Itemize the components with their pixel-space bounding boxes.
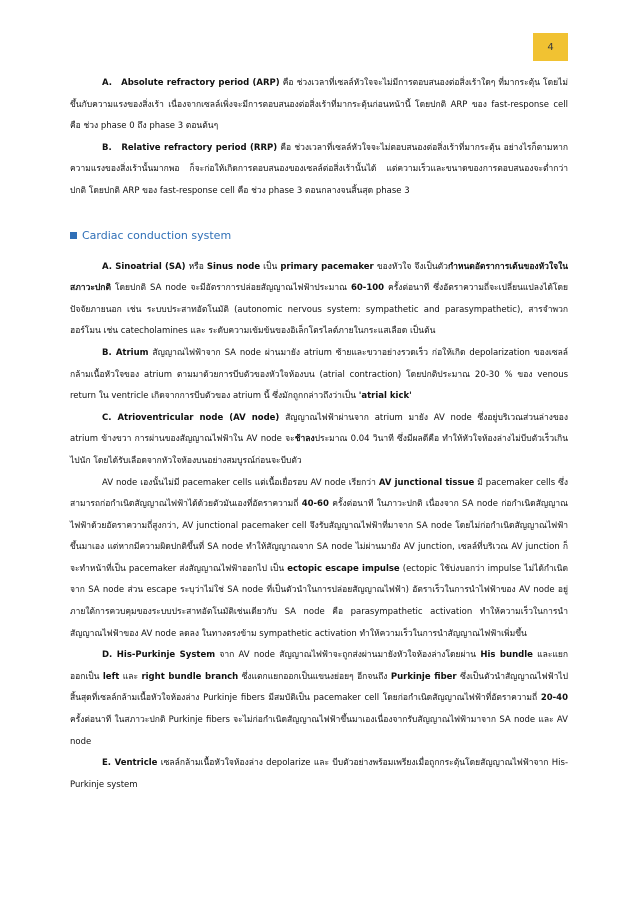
text-arp: คือ ช่วงเวลาที่เซลล์หัวใจจะไม่มีการตอบสนองต่อสิ่งเร้าใดๆ ที่มากระตุ้น โดยไม่ขึ้นกับความแรงของสิ่งเร้า เนื่องจากเซลล์เพิ่งจะมีการตอบสนองต่อสิ่งเร้าที่มากระตุ้นก่อนหน้านี้ โดยปกติ ARP ของ fast-response cell คือ ช่วง phase 0 ถึง phase 3 ตอนต้นๆ [70, 78, 568, 132]
term-rrp: Relative refractory period (RRP) [121, 142, 278, 153]
section-heading [70, 229, 568, 243]
label-av-node: C. Atrioventricular node (AV node) [102, 412, 280, 423]
term-atrial-kick: 'atrial kick' [358, 391, 412, 402]
text-ventricle: เซลล์กล้ามเนื้อหัวใจห้องล่าง depolarize และ บีบตัวอย่างพร้อมเพรียงเมื่อถูกกระตุ้นโดยสัญญาณไฟฟ้าจาก His-Purkinje system [70, 758, 569, 790]
value-purkinje-rate: 20-40 [540, 693, 569, 704]
term-slower: ช้าลง [294, 434, 315, 445]
text-his-and: และ [122, 671, 139, 682]
section-title: Cardiac conduction system [82, 228, 232, 242]
text-his-1: จาก AV node สัญญาณไฟฟ้าจะถูกส่งผ่านมายังหัวใจห้องล่างโดยผ่าน [219, 650, 477, 661]
text-av-2: ประมาณ [314, 434, 348, 445]
page-number-badge [533, 33, 568, 61]
paragraph-av-node [70, 408, 568, 473]
label-his-purkinje: D. His-Purkinje System [102, 650, 216, 661]
value-sa-rate: 60-100 [350, 283, 385, 294]
text-sa-mid: ของหัวใจ จึงเป็นตัว [376, 261, 448, 272]
text-avj-1: AV node เองนั้นไม่มี pacemaker cells แต่เนื้อเยื่อรอบ AV node เรียกว่า [102, 477, 376, 488]
value-atrium-percent: 20-30 % [474, 369, 513, 380]
text-sa-1: โดยปกติ SA node จะมีอัตราการปล่อยสัญญาณไฟฟ้าประมาณ [114, 283, 347, 294]
term-primary-pacemaker: primary pacemaker [280, 261, 374, 272]
label-ventricle: E. Ventricle [102, 758, 158, 769]
term-right-bundle-branch: right bundle branch [141, 671, 239, 682]
label-atrium: B. Atrium [102, 347, 149, 358]
paragraph-absolute-refractory [70, 73, 568, 138]
text-sa-is: เป็น [263, 261, 278, 272]
document-body [70, 73, 568, 796]
text-his-3: ซึ่งแตกแยกออกเป็นแขนงย่อยๆ อีกจนถึง [241, 671, 388, 682]
paragraph-his-purkinje [70, 645, 568, 753]
paragraph-sinoatrial [70, 257, 568, 343]
text-sa-2: ครั้งต่อนาที ซึ่งอัตราความถี่จะเปลี่ยนแปลงได้โดยปัจจัยภายนอก เช่น ระบบประสาทอัตโนมัติ (autonomic nervous system: sympathetic and parasympathetic), สารจำพวกฮอร์โมน เช่น catecholamines และ ระดับความเข้มข้นของอิเล็กโตรไลต์ภายในกระแสเลือด เป็นต้น [70, 283, 569, 337]
text-atrium-2: ของ venous return ใน ventricle เกิดจากการบีบตัวของ atrium นี้ ซึ่งมักถูกกล่าวถึงว่าเป็น [70, 369, 569, 402]
text-avj-4: (ectopic ใช้บ่งบอกว่า impulse ไม่ได้กำเนิดจาก SA node ส่วน escape ระบุว่าไม่ใช่ SA node ที่เป็นตัวนำในการปล่อยสัญญาณไฟฟ้า) อัตราเร็วในการนำไฟฟ้าของ AV node อยู่ภายใต้การควบคุมของระบบประสาทอัตโนมัติเช่นเดียวกับ SA node คือ parasympathetic activation ทำให้ความเร็วในการนำสัญญาณไฟฟ้าของ AV node ลดลง ในทางตรงข้าม sympathetic activation ทำให้ความเร็วในการนำสัญญาณไฟฟ้าเพิ่มขึ้น [70, 563, 568, 639]
label-a: A. [102, 78, 112, 88]
term-left: left [102, 671, 120, 682]
term-purkinje-fiber: Purkinje fiber [390, 671, 457, 682]
paragraph-atrium [70, 343, 568, 408]
page-number: 4 [547, 41, 554, 53]
value-av-delay: 0.04 [350, 434, 370, 445]
text-sa-or: หรือ [188, 261, 204, 272]
value-av-rate: 40-60 [301, 499, 329, 510]
text-rrp: คือ ช่วงเวลาที่เซลล์หัวใจจะไม่ตอบสนองต่อสิ่งเร้าที่มากระตุ้น อย่างไรก็ตามหากความแรงของสิ่งเร้านั้นมากพอ ก็จะก่อให้เกิดการตอบสนองของเซลล์ต่อสิ่งเร้านั้นได้ แต่ความเร็วและขนาดของการตอบสนองจะต่ำกว่าปกติ โดยปกติ ARP ของ fast-response cell คือ ช่วง phase 3 ตอนกลางจนสิ้นสุด phase 3 [70, 142, 569, 196]
text-his-2: และแยกออกเป็น [70, 650, 568, 682]
label-b: B. [102, 142, 112, 153]
square-bullet-icon [70, 232, 77, 239]
text-avj-2: มี pacemaker cells ซึ่งสามารถก่อกำเนิดสัญญาณไฟฟ้าได้ด้วยตัวมันเองที่อัตราความถี่ [70, 477, 569, 510]
paragraph-av-junctional [70, 473, 568, 646]
text-av-3: วินาที ซึ่งมีผลดีคือ ทำให้หัวใจห้องล่างไม่บีบตัวเร็วเกินไปนัก โดยได้รับเลือดจากหัวใจห้องบนอย่างสมบูรณ์ก่อนจะบีบตัว [70, 434, 569, 466]
term-rate-determination: กำหนดอัตราการเต้นของหัวใจในสภาวะปกติ [70, 261, 569, 294]
term-his-bundle: His bundle [480, 650, 533, 661]
text-atrium-1: สัญญาณไฟฟ้าจาก SA node ผ่านมายัง atrium ซ้ายและขวาอย่างรวดเร็ว ก่อให้เกิด depolarization ของเซลล์กล้ามเนื้อหัวใจของ atrium ตามมาด้วยการบีบตัวของหัวใจห้องบน (atrial contraction) โดยปกติประมาณ [70, 347, 569, 380]
text-avj-3: ครั้งต่อนาที ในภาวะปกติ เนื่องจาก SA node ก่อกำเนิดสัญญาณไฟฟ้าด้วยอัตราความถี่สูงกว่า, AV junctional pacemaker cell จึงรับสัญญาณไฟฟ้าที่มาจาก SA node โดยไม่ก่อกำเนิดสัญญาณไฟฟ้าขึ้นมาเอง แต่หากมีความผิดปกติขึ้นที่ SA node ทำให้สัญญาณจาก SA node ไม่ผ่านมายัง AV junction, เซลล์ที่บริเวณ AV junction ก็จะทำหน้าที่เป็น pacemaker ส่งสัญญาณไฟฟ้าออกไป เป็น [70, 499, 569, 574]
term-av-junctional-tissue: AV junctional tissue [378, 477, 475, 488]
term-sinus-node: Sinus node [206, 261, 261, 272]
text-his-5: ครั้งต่อนาที ในสภาวะปกติ Purkinje fibers จะไม่ก่อกำเนิดสัญญาณไฟฟ้าขึ้นมาเองเนื่องจากรับสัญญาณไฟฟ้ามาจาก SA node และ AV node [70, 715, 568, 747]
term-ectopic-escape: ectopic escape impulse [287, 563, 400, 574]
spacer [70, 203, 568, 217]
label-sa: A. Sinoatrial (SA) [102, 261, 186, 272]
term-arp: Absolute refractory period (ARP) [121, 78, 280, 88]
paragraph-ventricle [70, 753, 568, 796]
paragraph-relative-refractory [70, 138, 568, 203]
text-av-1: สัญญาณไฟฟ้าผ่านจาก atrium มายัง AV node ซึ่งอยู่บริเวณส่วนล่างของ atrium ข้างขวา การผ่านของสัญญาณไฟฟ้าใน AV node จะ [70, 412, 569, 445]
text-his-4: ซึ่งเป็นตัวนำสัญญาณไฟฟ้าไปสิ้นสุดที่เซลล์กล้ามเนื้อหัวใจห้องล่าง Purkinje fibers มีสมบัติเป็น pacemaker cell โดยก่อกำเนิดสัญญาณไฟฟ้าที่อัตราความถี่ [70, 671, 569, 704]
